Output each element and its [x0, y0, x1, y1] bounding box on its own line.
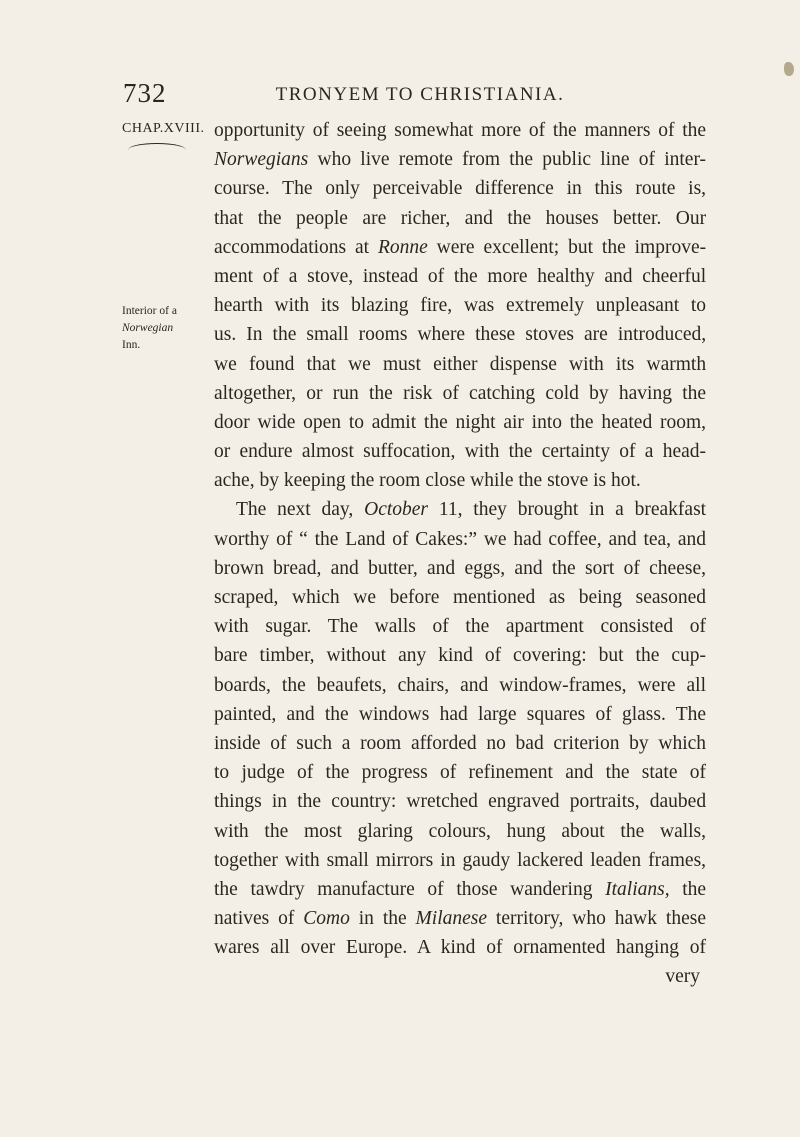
text-line: us. In the small rooms where these stoves are introduced, — [214, 324, 707, 346]
running-head: TRONYEM TO CHRISTIANIA. — [275, 84, 565, 105]
text-line: course. The only perceivable difference in this route is, — [214, 178, 707, 200]
text-line: painted, and the windows had large squares of glass. The — [214, 703, 707, 725]
chapter-brace — [128, 143, 186, 150]
page-number: 732 — [123, 78, 167, 108]
sidenote-line-2: Norwegian — [122, 322, 174, 334]
text-line: to judge of the progress of refinement and the state of — [214, 762, 706, 784]
text-line: ache, by keeping the room close while the stove is hot. — [214, 470, 641, 492]
text-line: the tawdry manufacture of those wandering Italians, the — [214, 878, 707, 900]
text-line: or endure almost suffocation, with the certainty of a head- — [214, 441, 707, 463]
text-line: door wide open to admit the night air into the heated room, — [214, 411, 707, 433]
text-line: opportunity of seeing somewhat more of the manners of the — [214, 120, 707, 141]
text-line: wares all over Europe. A kind of ornamented hanging of — [214, 937, 706, 959]
text-line: hearth with its blazing fire, was extremely unpleasant to — [214, 295, 707, 317]
chapter-label: CHAP.XVIII. — [122, 121, 205, 136]
sidenote — [122, 303, 202, 354]
catchword: very — [665, 966, 700, 988]
text-line: brown bread, and butter, and eggs, and the sort of cheese, — [214, 557, 706, 579]
text-line: together with small mirrors in gaudy lackered leaden frames, — [214, 849, 707, 871]
text-line: things in the country: wretched engraved portraits, daubed — [214, 791, 707, 813]
chapter-tag — [122, 121, 205, 137]
text-line: boards, the beaufets, chairs, and window-frames, were all — [214, 674, 707, 696]
text-line: Norwegians who live remote from the public line of inter- — [214, 149, 707, 171]
text-line: The next day, October 11, they brought in a breakfast — [236, 499, 707, 521]
text-line: that the people are richer, and the houses better. Our — [214, 207, 707, 229]
text-line: inside of such a room afforded no bad criterion by which — [214, 732, 707, 754]
text-line: accommodations at Ronne were excellent; but the improve- — [214, 236, 707, 258]
text-line: scraped, which we before mentioned as being seasoned — [214, 587, 707, 608]
text-line: worthy of “ the Land of Cakes:” we had coffee, and tea, and — [214, 528, 707, 550]
text-line: we found that we must either dispense with its warmth — [214, 353, 707, 375]
text-line: with the most glaring colours, hung about the walls, — [214, 820, 707, 842]
sidenote-line-3: Inn. — [122, 339, 141, 351]
text-line: ment of a stove, instead of the more healthy and cheerful — [214, 265, 707, 287]
text-line: bare timber, without any kind of covering: but the cup- — [214, 645, 706, 667]
ink-spot — [784, 62, 794, 76]
sidenote-line-1: Interior of a — [122, 305, 177, 317]
body-text — [214, 116, 706, 992]
text-line: with sugar. The walls of the apartment consisted of — [214, 616, 706, 638]
text-line: altogether, or run the risk of catching cold by having the — [214, 382, 707, 404]
text-line: natives of Como in the Milanese territory, who hawk these — [214, 908, 706, 930]
